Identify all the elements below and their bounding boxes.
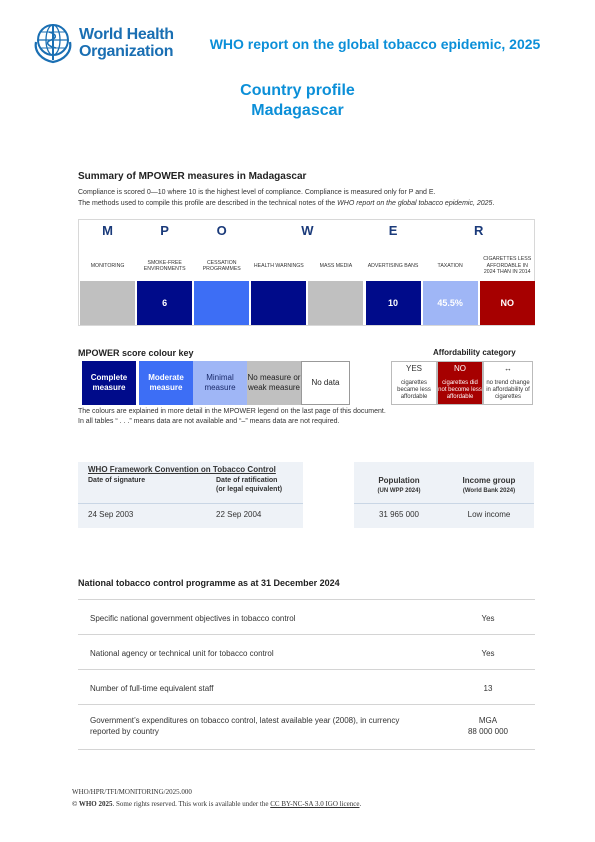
mpower-letter: P [160, 223, 169, 238]
mpower-column-label: ADVERTISING BANS [367, 262, 419, 269]
programme-question: Specific national government objectives in tobacco control [90, 614, 296, 623]
page-title-line1: Country profile [240, 82, 355, 99]
mpower-score-cell [80, 281, 135, 325]
affordability-item [483, 361, 533, 405]
income-header [444, 476, 534, 496]
who-emblem-icon [32, 20, 74, 66]
mpower-column-label: TAXATION [437, 262, 463, 269]
colour-footnote: The colours are explained in more detail in the MPOWER legend on the last page of this document. [78, 408, 386, 415]
colour-key-item: Moderate measure [139, 361, 193, 405]
copyright-end: . [359, 800, 362, 808]
signature-date: 24 Sep 2003 [88, 510, 134, 519]
mpower-column-label: HEALTH WARNINGS [253, 262, 304, 269]
data-footnote: In all tables “ . . .” means data are not available and “–” means data are not required. [78, 418, 340, 425]
population-value: 31 965 000 [378, 510, 420, 519]
mpower-score-cell: 6 [137, 281, 192, 325]
signature-header: Date of signature [88, 477, 146, 484]
country-name: Madagascar [251, 102, 344, 119]
affordability-title: Affordability category [433, 348, 516, 357]
programme-answer: Yes [481, 614, 495, 623]
affordability-head: NO [454, 364, 466, 373]
report-title: WHO report on the global tobacco epidemic, 2025 [209, 36, 541, 52]
page-title [0, 81, 595, 121]
expenditure-currency: MGA [478, 716, 498, 725]
colour-key-item: Minimal measure [193, 361, 247, 405]
population-header-title: Population [378, 476, 420, 485]
ratification-header [216, 477, 282, 494]
copyright-text: . Some rights reserved. This work is available under the [112, 800, 271, 808]
mpower-letter: E [388, 223, 398, 238]
who-logo [32, 20, 182, 66]
mpower-column-label: SMOKE-FREE ENVIRONMENTS [143, 259, 186, 272]
programme-row [78, 634, 535, 670]
expenditure-question-line1: Government’s expenditures on tobacco control, latest available year (2008), in currency [90, 716, 400, 725]
ratification-date: 22 Sep 2004 [216, 510, 262, 519]
programme-row [78, 599, 535, 635]
programme-question: National agency or technical unit for tobacco control [90, 649, 274, 658]
expenditure-amount: 88 000 000 [467, 727, 509, 736]
colour-key-item: No measure or weak measure [247, 361, 301, 405]
mpower-letter: M [102, 223, 113, 238]
org-name-line2: Organization [79, 43, 174, 60]
mpower-score-cell [194, 281, 249, 325]
colour-key-item: No data [301, 361, 350, 405]
mpower-column-label: MASS MEDIA [319, 262, 353, 269]
mpower-column-label: MONITORING [90, 262, 125, 269]
mpower-score-cell: 45.5% [423, 281, 478, 325]
programme-answer: 13 [483, 684, 493, 693]
org-name-line1: World Health [79, 26, 174, 43]
mpower-column-label: CIGARETTES LESS AFFORDABLE IN 2024 THAN IN 2014 [483, 256, 532, 276]
mpower-letter: R [473, 223, 484, 238]
affordability-head: ↔ [504, 364, 512, 373]
affordability-item [437, 361, 483, 405]
expenditure-question-line2: reported by country [90, 727, 159, 736]
summary-title: Summary of MPOWER measures in Madagascar [78, 171, 307, 182]
document-code: WHO/HPR/TFI/MONITORING/2025.000 [72, 788, 192, 796]
methods-note [78, 200, 494, 207]
mpower-score-cell: NO [480, 281, 535, 325]
population-header [354, 476, 444, 496]
mpower-column-label: CESSATION PROGRAMMES [202, 259, 241, 272]
copyright-notice [72, 800, 361, 808]
ratification-header-line2: (or legal equivalent) [216, 485, 283, 493]
mpower-score-cell: 10 [366, 281, 421, 325]
income-header-title: Income group [462, 476, 516, 485]
programme-title: National tobacco control programme as at 31 December 2024 [78, 578, 340, 588]
mpower-letter: O [216, 223, 227, 238]
programme-answer [453, 715, 523, 737]
programme-answer: Yes [481, 649, 495, 658]
fctc-divider [78, 503, 303, 504]
mpower-score-cell [308, 281, 363, 325]
programme-question [90, 715, 399, 737]
programme-row [78, 669, 535, 705]
population-divider [354, 503, 534, 504]
income-value: Low income [467, 510, 511, 519]
methods-note-report: WHO report on the global tobacco epidemic, 2025 [337, 200, 493, 207]
ratification-header-line1: Date of ratification [216, 477, 278, 484]
affordability-item [391, 361, 437, 405]
licence-link[interactable]: CC BY-NC-SA 3.0 IGO licence [270, 800, 360, 808]
mpower-letter: W [301, 223, 314, 238]
compliance-note: Compliance is scored 0—10 where 10 is the highest level of compliance. Compliance is measured only for P and E. [78, 189, 436, 196]
income-source: (World Bank 2024) [462, 488, 516, 494]
fctc-title: WHO Framework Convention on Tobacco Control [88, 465, 276, 474]
affordability-head: YES [405, 364, 422, 373]
programme-row [78, 704, 535, 750]
mpower-table [78, 219, 535, 326]
colour-key-title: MPOWER score colour key [78, 348, 194, 358]
methods-note-post: . [492, 200, 495, 207]
programme-question: Number of full-time equivalent staff [90, 684, 214, 693]
affordability-desc: cigarettes did not become less affordable [438, 380, 482, 400]
copyright-bold: © WHO 2025 [72, 800, 113, 808]
mpower-score-cell [251, 281, 306, 325]
colour-key-item: Complete measure [82, 361, 136, 405]
population-source: (UN WPP 2024) [377, 488, 421, 494]
affordability-desc: no trend change in affordability of cigarettes [486, 380, 530, 400]
affordability-desc: cigarettes became less affordable [397, 380, 431, 400]
methods-note-pre: The methods used to compile this profile are described in the technical notes of the [78, 200, 338, 207]
